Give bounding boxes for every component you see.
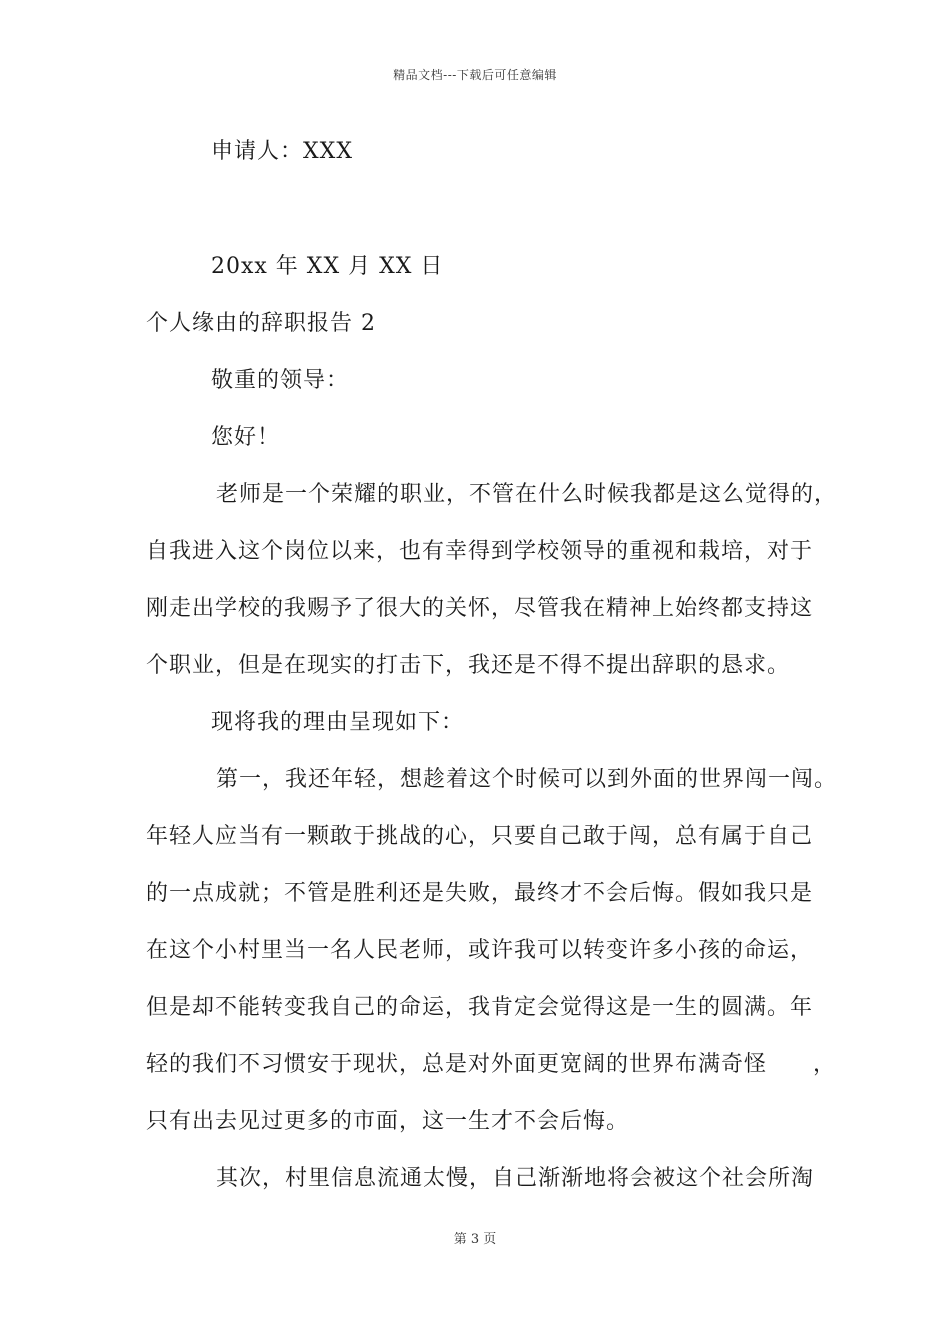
date-line: 20xx 年 XX 月 XX 日 bbox=[211, 254, 444, 279]
salutation: 敬重的领导： bbox=[211, 368, 350, 393]
body-line: 但是却不能转变我自己的命运，我肯定会觉得这是一生的圆满。年 bbox=[146, 995, 814, 1020]
body-line: 刚走出学校的我赐予了很大的关怀，尽管我在精神上始终都支持这 bbox=[146, 596, 814, 621]
body-line: 现将我的理由呈现如下： bbox=[211, 710, 465, 735]
body-line: 只有出去见过更多的市面，这一生才不会后悔。 bbox=[146, 1109, 630, 1134]
body-line: 个职业，但是在现实的打击下，我还是不得不提出辞职的恳求。 bbox=[146, 653, 791, 678]
body-line: 其次，村里信息流通太慢，自己渐渐地将会被这个社会所淘 bbox=[216, 1166, 815, 1191]
body-line: 轻的我们不习惯安于现状，总是对外面更宽阔的世界布满奇怪 ， bbox=[146, 1052, 837, 1077]
page-number: 第 3 页 bbox=[453, 1232, 497, 1247]
body-line: 年轻人应当有一颗敢于挑战的心，只要自己敢于闯，总有属于自己 bbox=[146, 824, 814, 849]
body-line: 老师是一个荣耀的职业，不管在什么时候我都是这么觉得的， bbox=[216, 482, 838, 507]
applicant-line: 申请人：XXX bbox=[211, 139, 353, 164]
greeting: 您好！ bbox=[211, 425, 281, 450]
body-line: 的一点成就；不管是胜利还是失败，最终才不会后悔。假如我只是 bbox=[146, 881, 814, 906]
body-line: 自我进入这个岗位以来，也有幸得到学校领导的重视和栽培，对于 bbox=[146, 539, 814, 564]
body-line: 在这个小村里当一名人民老师，或许我可以转变许多小孩的命运， bbox=[146, 938, 814, 963]
page-header: 精品文档---下载后可任意编辑 bbox=[393, 68, 557, 82]
report-title: 个人缘由的辞职报告 2 bbox=[146, 311, 376, 336]
body-line: 第一，我还年轻，想趁着这个时候可以到外面的世界闯一闯。 bbox=[216, 767, 838, 792]
